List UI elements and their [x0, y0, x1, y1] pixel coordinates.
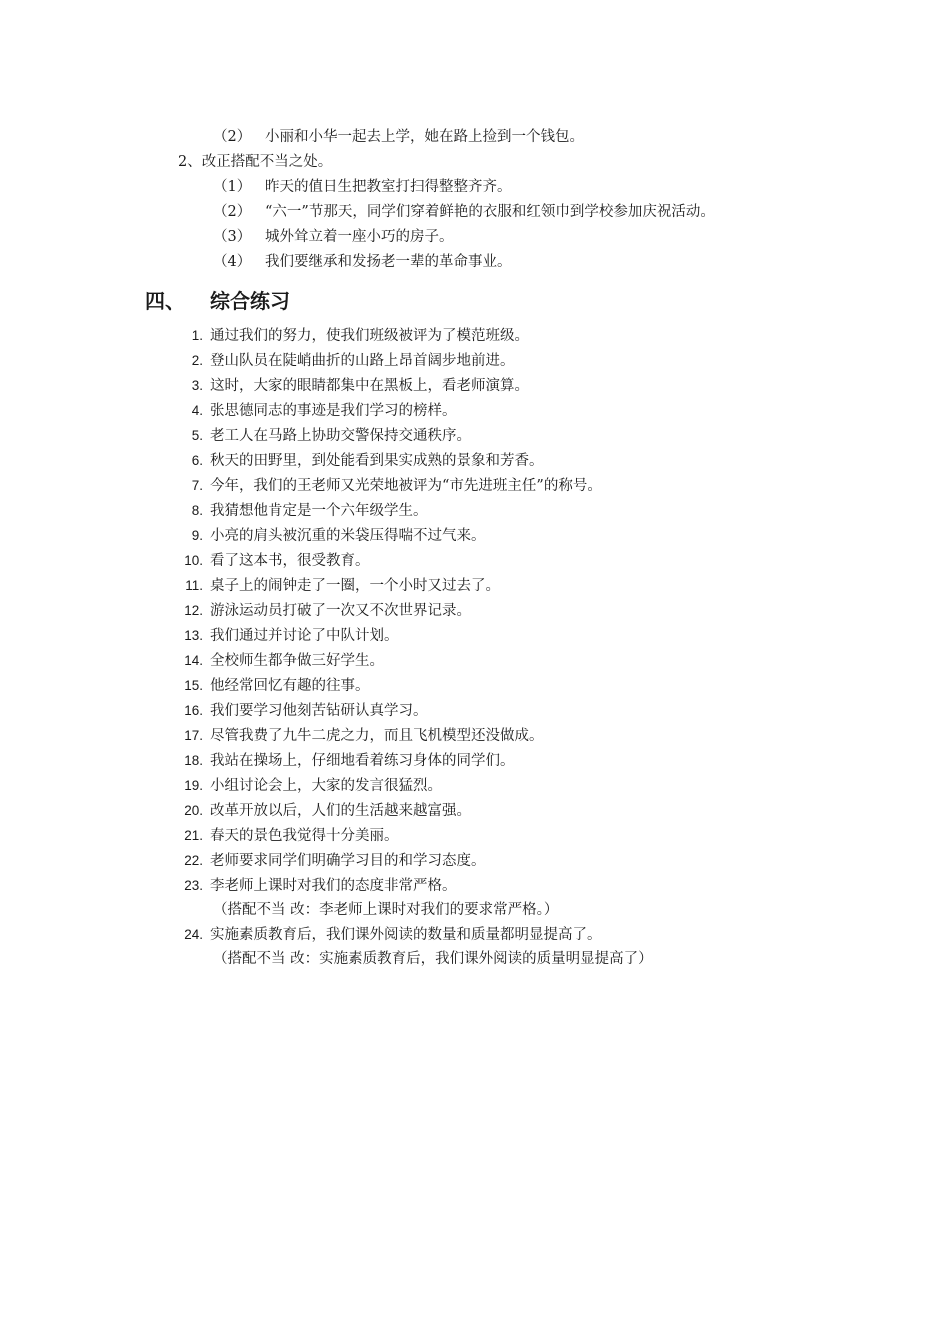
- sub-item-number: （3）: [213, 229, 252, 245]
- item-text: 桌子上的闹钟走了一圈，一个小时又过去了。: [210, 578, 500, 594]
- item-text: 通过我们的努力，使我们班级被评为了模范班级。: [210, 328, 529, 344]
- item-number: 8.: [191, 503, 203, 518]
- item-text: 他经常回忆有趣的往事。: [210, 678, 370, 694]
- item-number: 4.: [191, 403, 203, 418]
- item-number: 14.: [184, 653, 203, 668]
- exercise-group-title: [178, 152, 332, 172]
- item-text: 老师要求同学们明确学习目的和学习态度。: [210, 853, 486, 869]
- item-text: 登山队员在陡峭曲折的山路上昂首阔步地前进。: [210, 353, 515, 369]
- item-text: 张思德同志的事迹是我们学习的榜样。: [210, 403, 457, 419]
- item-number: 10.: [184, 553, 203, 568]
- item-number: 20.: [184, 803, 203, 818]
- item-text: 春天的景色我觉得十分美丽。: [210, 828, 399, 844]
- item-number: 24.: [184, 927, 203, 942]
- item-number: 6.: [191, 453, 203, 468]
- item-number: 21.: [184, 828, 203, 843]
- item-text: 我们要学习他刻苦钻研认真学习。: [210, 703, 428, 719]
- group-title-text: 改正搭配不当之处。: [201, 154, 333, 170]
- item-number: 11.: [185, 578, 203, 593]
- sub-item-number: （1）: [213, 179, 252, 195]
- item-text: 老工人在马路上协助交警保持交通秩序。: [210, 428, 471, 444]
- item-number: 22.: [184, 853, 203, 868]
- item-text: 看了这本书，很受教育。: [210, 553, 370, 569]
- sub-item-number: （2）: [213, 129, 252, 145]
- item-text: 李老师上课时对我们的态度非常严格。: [210, 878, 457, 894]
- item-number: 7.: [191, 478, 203, 493]
- sub-item-number: （4）: [213, 254, 252, 270]
- item-text: 实施素质教育后，我们课外阅读的数量和质量都明显提高了。: [210, 927, 602, 943]
- sub-item-text: 我们要继承和发扬老一辈的革命事业。: [265, 254, 512, 270]
- item-text: 秋天的田野里，到处能看到果实成熟的景象和芳香。: [210, 453, 544, 469]
- item-number: 12.: [184, 603, 203, 618]
- item-number: 3.: [191, 378, 203, 393]
- item-note: （搭配不当 改：李老师上课时对我们的要求常严格。）: [213, 902, 559, 918]
- sub-item-text: 小丽和小华一起去上学，她在路上捡到一个钱包。: [265, 129, 584, 145]
- sub-item-number: （2）: [213, 204, 252, 220]
- item-number: 23.: [184, 878, 203, 893]
- section-heading: [145, 287, 290, 315]
- sub-item-text: 昨天的值日生把教室打扫得整整齐齐。: [265, 179, 512, 195]
- sub-item-text: 城外耸立着一座小巧的房子。: [265, 229, 454, 245]
- section-number: 四、: [145, 289, 185, 313]
- item-number: 1.: [191, 328, 203, 343]
- item-number: 2.: [191, 353, 203, 368]
- item-text: 全校师生都争做三好学生。: [210, 653, 384, 669]
- item-text: 我站在操场上，仔细地看着练习身体的同学们。: [210, 753, 515, 769]
- section-title: 综合练习: [210, 289, 290, 313]
- item-number: 5.: [191, 428, 203, 443]
- item-text: 小亮的肩头被沉重的米袋压得喘不过气来。: [210, 528, 486, 544]
- group-number: 2、: [178, 154, 202, 170]
- item-text: 小组讨论会上，大家的发言很猛烈。: [210, 778, 442, 794]
- item-number: 19.: [184, 778, 203, 793]
- item-number: 9.: [191, 528, 203, 543]
- item-text: 我们通过并讨论了中队计划。: [210, 628, 399, 644]
- item-text: 这时，大家的眼睛都集中在黑板上，看老师演算。: [210, 378, 529, 394]
- item-number: 17.: [184, 728, 203, 743]
- item-text: 改革开放以后，人们的生活越来越富强。: [210, 803, 471, 819]
- item-text: 尽管我费了九牛二虎之力，而且飞机模型还没做成。: [210, 728, 544, 744]
- item-text: 游泳运动员打破了一次又不次世界记录。: [210, 603, 471, 619]
- item-text: 我猜想他肯定是一个六年级学生。: [210, 503, 428, 519]
- sub-item-text: “六一”节那天，同学们穿着鲜艳的衣服和红领巾到学校参加庆祝活动。: [265, 204, 715, 220]
- item-number: 13.: [184, 628, 203, 643]
- item-number: 18.: [184, 753, 203, 768]
- item-number: 16.: [184, 703, 203, 718]
- item-number: 15.: [184, 678, 203, 693]
- item-note: （搭配不当 改：实施素质教育后，我们课外阅读的质量明显提高了）: [213, 951, 653, 967]
- item-text: 今年，我们的王老师又光荣地被评为“市先进班主任”的称号。: [210, 478, 602, 494]
